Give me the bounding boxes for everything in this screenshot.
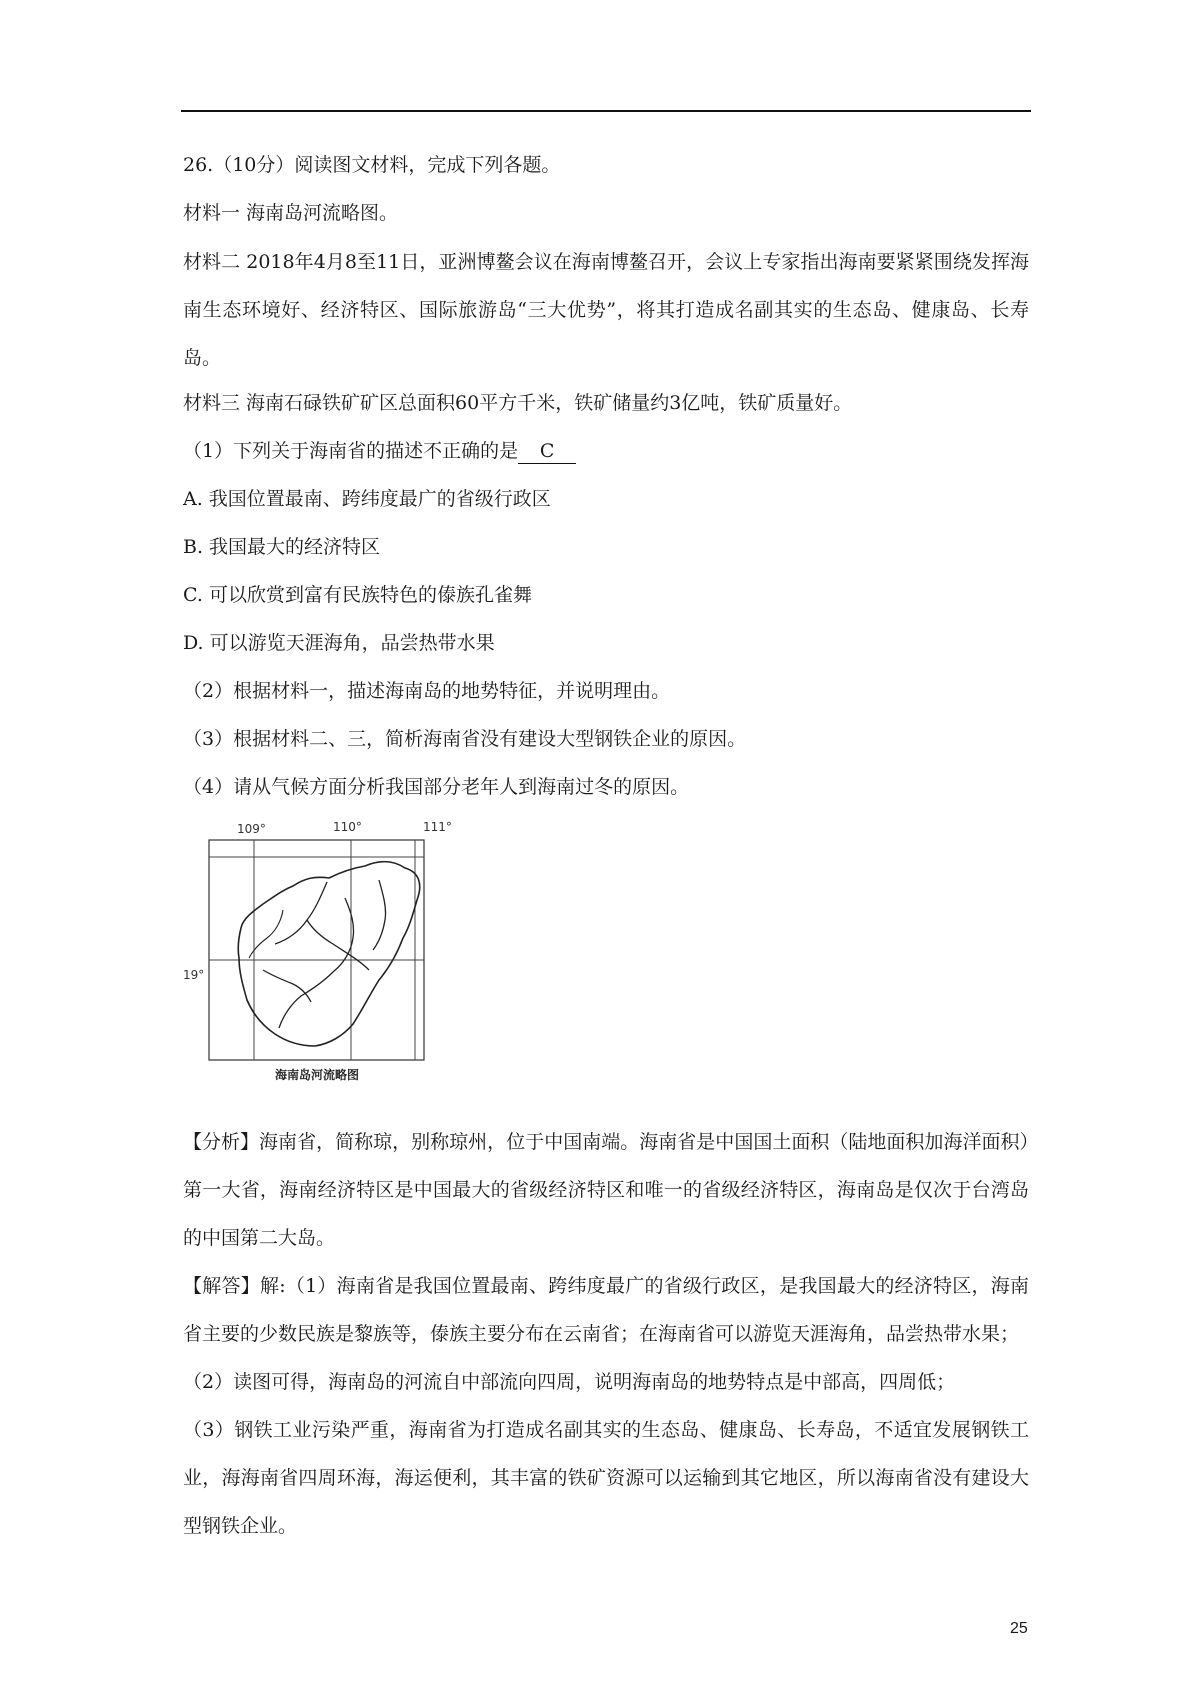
answer-blank: C [518,439,576,464]
river-west [263,970,311,1002]
page-number: 25 [1010,1620,1028,1637]
material-three: 材料三 海南石碌铁矿矿区总面积60平方千米，铁矿储量约3亿吨，铁矿质量好。 [183,392,853,414]
header-rule [181,110,1031,112]
material-one: 材料一 海南岛河流略图。 [183,202,399,224]
map-graphic [183,820,453,1090]
river-east [373,880,386,950]
solution-part-1: 【解答】解:（1）海南省是我国位置最南、跨纬度最广的省级行政区，是我国最大的经济特区，海南省主要的少数民族是黎族等，傣族主要分布在云南省；在海南省可以游览天涯海角，品尝热带水果； [183,1275,1029,1345]
question-header: 26.（10分）阅读图文材料，完成下列各题。 [183,154,561,176]
analysis-text: 【分析】海南省，简称琼，别称琼州，位于中国南端。海南省是中国国土面积（陆地面积加海洋面积）第一大省，海南经济特区是中国最大的省级经济特区和唯一的省级经济特区，海南岛是仅次于台湾岛的中国第二大岛。 [183,1131,1029,1249]
map-frame [209,840,424,1060]
option-b: B. 我国最大的经济特区 [183,536,381,558]
lon-label-109: 109° [237,822,266,836]
island-outline [238,862,420,1046]
river-south [279,898,354,1028]
lon-label-110: 110° [333,820,362,834]
river-central [307,920,369,970]
option-a: A. 我国位置最南、跨纬度最广的省级行政区 [183,488,551,510]
hainan-river-map [183,820,453,1090]
option-d: D. 可以游览天涯海角，品尝热带水果 [183,632,495,654]
map-caption: 海南岛河流略图 [275,1068,360,1082]
sub-question-3: （3）根据材料二、三，简析海南省没有建设大型钢铁企业的原因。 [183,728,747,750]
material-two: 材料二 2018年4月8至11日，亚洲博鳌会议在海南博鳌召开，会议上专家指出海南要紧紧围绕发挥海南生态环境好、经济特区、国际旅游岛“三大优势”，将其打造成名副其实的生态岛、健康岛、长寿岛。 [183,251,1029,369]
option-c: C. 可以欣赏到富有民族特色的傣族孔雀舞 [183,584,532,606]
lat-label-19: 19° [183,968,205,982]
lon-label-111: 111° [423,820,452,834]
sub-question-2: （2）根据材料一，描述海南岛的地势特征，并说明理由。 [183,680,671,702]
sub-question-1 [183,436,1029,467]
solution-part-2: （2）读图可得，海南岛的河流自中部流向四周，说明海南岛的地势特点是中部高，四周低； [183,1371,956,1393]
sub-question-4: （4）请从气候方面分析我国部分老年人到海南过冬的原因。 [183,776,690,798]
sub-question-1-text: （1）下列关于海南省的描述不正确的是 [183,440,519,462]
solution-part-3: （3）钢铁工业污染严重，海南省为打造成名副其实的生态岛、健康岛、长寿岛，不适宜发展钢铁工业，海海南省四周环海，海运便利，其丰富的铁矿资源可以运输到其它地区，所以海南省没有建设大型钢铁企业。 [183,1419,1029,1537]
question-content [183,150,1029,1550]
